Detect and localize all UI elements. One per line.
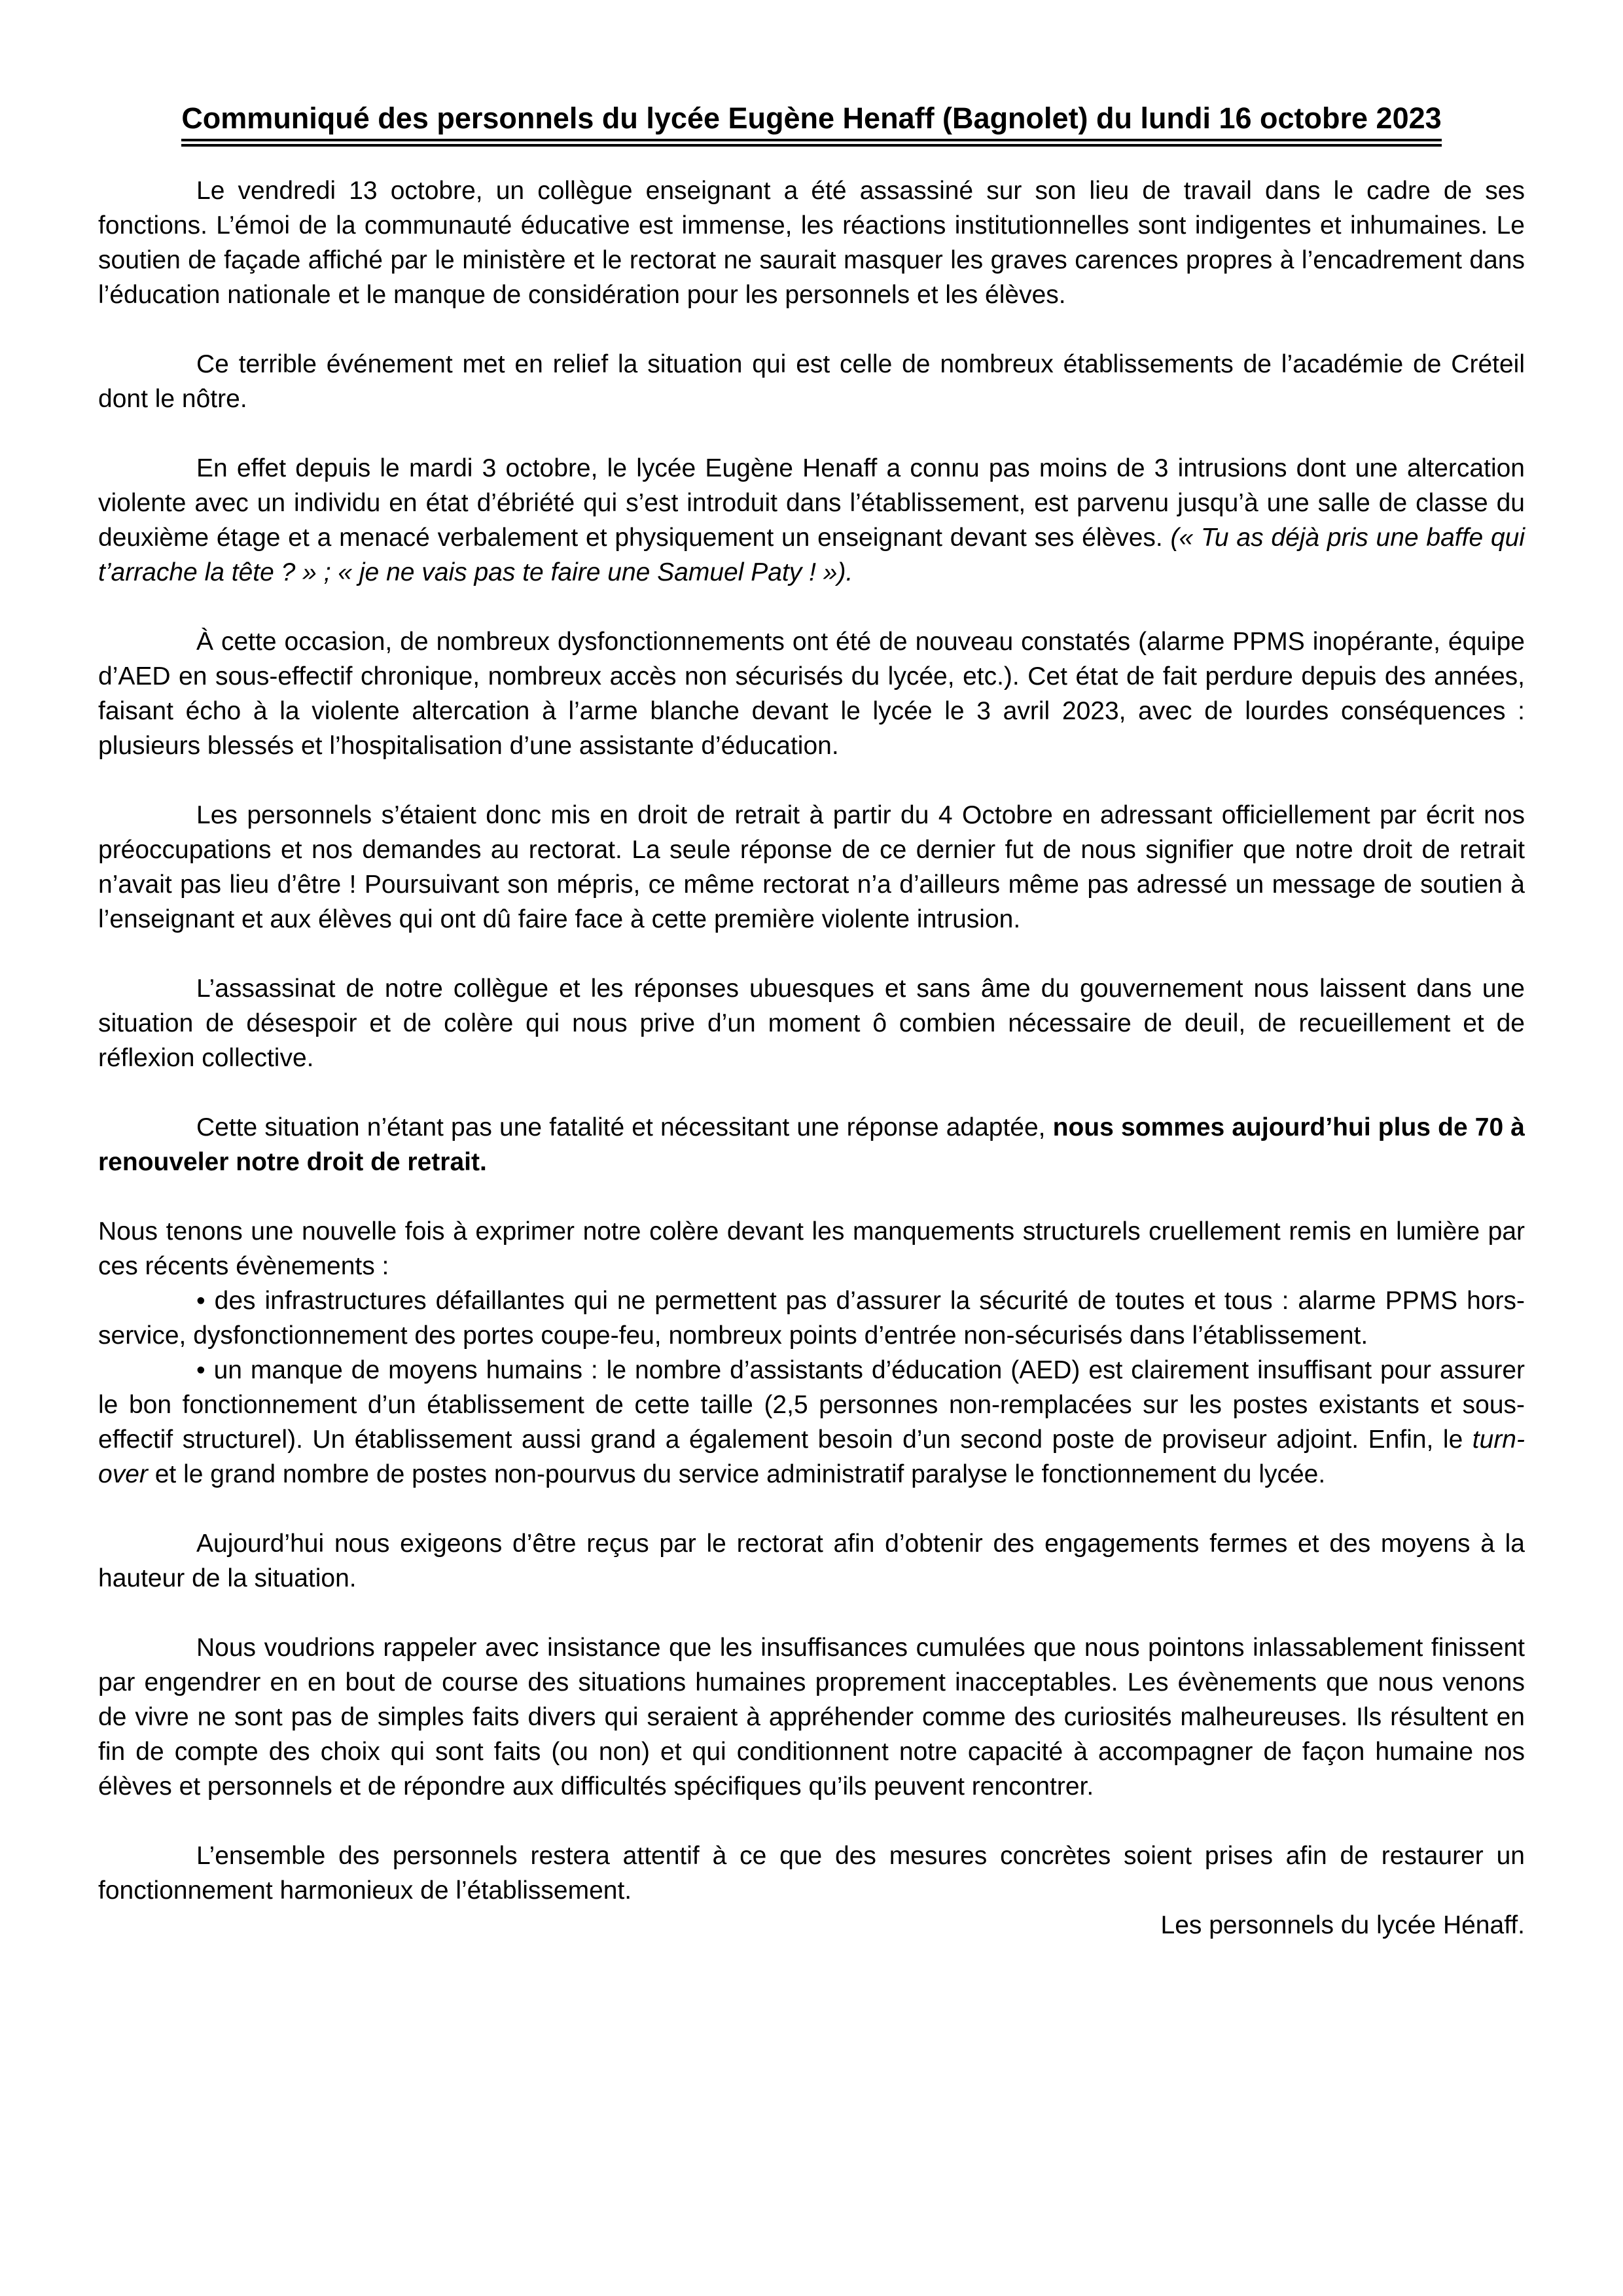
paragraph-exigences-text: Aujourd’hui nous exigeons d’être reçus par le rectorat afin d’obtenir des engagements fermes et des moyens à la hauteur de la situation. [98,1530,1525,1592]
document-title-text: Communiqué des personnels du lycée Eugène Henaff (Bagnolet) du lundi 16 octobre 2023 [181,101,1441,147]
paragraph-conclusion-text: L’ensemble des personnels restera attentif à ce que des mesures concrètes soient prises afin de restaurer un fonctionnement harmonieux de l’établissement. [98,1842,1525,1905]
paragraph-assassination [98,173,1525,312]
paragraph-dysfunctions-text: À cette occasion, de nombreux dysfonctionnements ont été de nouveau constatés (alarme PPMS inopérante, équipe d’AED en sous-effectif chronique, nombreux accès non sécurisés du lycée, etc.). Cet état de fait perdure depuis des années, faisant écho à la violente altercation à l’arme blanche devant le lycée le 3 avril 2023, avec de lourdes conséquences : plusieurs blessés et l’hospitalisation d’une assistante d’éducation. [98,628,1525,760]
paragraph-renouvellement [98,1110,1525,1179]
paragraph-intrusions-quote-italic: (« Tu as déjà pris une baffe qui t’arrache la tête ? » ; « je ne vais pas te faire une Samuel Paty ! »). [98,524,1525,586]
paragraph-conclusion [98,1839,1525,1908]
signature [98,1908,1525,1943]
paragraph-renouvellement-text: Cette situation n’étant pas une fatalité et nécessitant une réponse adaptée, [196,1113,1053,1141]
bullet-moyens-humains-text-end: et le grand nombre de postes non-pourvus du service administratif paralyse le fonctionnement du lycée. [147,1460,1326,1488]
paragraph-intrusions [98,451,1525,590]
paragraph-desespoir [98,971,1525,1075]
paragraph-exigences [98,1526,1525,1596]
bullet-moyens-humains-text: • un manque de moyens humains : le nombre d’assistants d’éducation (AED) est clairement insuffisant pour assurer le bon fonctionnement d’un établissement de cette taille (2,5 personnes non-remplacées sur les postes existants et sous-effectif structurel). Un établissement aussi grand a également besoin d’un second poste de proviseur adjoint. Enfin, le [98,1356,1525,1454]
bullet-moyens-humains [98,1353,1525,1492]
signature-text: Les personnels du lycée Hénaff. [1160,1911,1525,1939]
paragraph-desespoir-text: L’assassinat de notre collègue et les réponses ubuesques et sans âme du gouvernement nous laissent dans une situation de désespoir et de colère qui nous prive d’un moment ô combien nécessaire de deuil, de recueillement et de réflexion collective. [98,975,1525,1072]
paragraph-intrusions-text: En effet depuis le mardi 3 octobre, le lycée Eugène Henaff a connu pas moins de 3 intrusions dont une altercation violente avec un individu en état d’ébriété qui s’est introduit dans l’établissement, est parvenu jusqu’à une salle de classe du deuxième étage et a menacé verbalement et physiquement un enseignant devant ses élèves. [98,454,1525,552]
paragraph-terrible-event-text: Ce terrible événement met en relief la situation qui est celle de nombreux établissements de l’académie de Créteil dont le nôtre. [98,350,1525,413]
paragraph-dysfunctions [98,624,1525,763]
paragraph-colere-intro-text: Nous tenons une nouvelle fois à exprimer notre colère devant les manquements structurels cruellement remis en lumière par ces récents évènements : [98,1217,1525,1280]
paragraph-droit-de-retrait [98,798,1525,937]
paragraph-insuffisances-text: Nous voudrions rappeler avec insistance que les insuffisances cumulées que nous pointons inlassablement finissent par engendrer en en bout de course des situations humaines proprement inacceptables. Les évènements que nous venons de vivre ne sont pas de simples faits divers qui seraient à appréhender comme des curiosités malheureuses. Ils résultent en fin de compte des choix qui sont faits (ou non) et qui conditionnent notre capacité à accompagner de façon humaine nos élèves et personnels et de répondre aux difficultés spécifiques qu’ils peuvent rencontrer. [98,1634,1525,1801]
bullet-infrastructures-text: • des infrastructures défaillantes qui ne permettent pas d’assurer la sécurité de toutes et tous : alarme PPMS hors-service, dysfonctionnement des portes coupe-feu, nombreux points d’entrée non-sécurisés dans l’établissement. [98,1287,1525,1350]
paragraph-terrible-event [98,347,1525,416]
paragraph-droit-de-retrait-text: Les personnels s’étaient donc mis en droit de retrait à partir du 4 Octobre en adressant officiellement par écrit nos préoccupations et nos demandes au rectorat. La seule réponse de ce dernier fut de nous signifier que notre droit de retrait n’avait pas lieu d’être ! Poursuivant son mépris, ce même rectorat n’a d’ailleurs même pas adressé un message de soutien à l’enseignant et aux élèves qui ont dû faire face à cette première violente intrusion. [98,801,1525,933]
bullet-infrastructures [98,1283,1525,1353]
paragraph-insuffisances [98,1630,1525,1804]
paragraph-assassination-text: Le vendredi 13 octobre, un collègue enseignant a été assassiné sur son lieu de travail dans le cadre de ses fonctions. L’émoi de la communauté éducative est immense, les réactions institutionnelles sont indigentes et inhumaines. Le soutien de façade affiché par le ministère et le rectorat ne saurait masquer les graves carences propres à l’encadrement dans l’éducation nationale et le manque de considération pour les personnels et les élèves. [98,177,1525,309]
document-title [98,99,1525,137]
paragraph-renouvellement-bold: nous sommes aujourd’hui plus de 70 à renouveler notre droit de retrait. [98,1113,1525,1176]
bullet-moyens-humains-turnover-italic: turn-over [98,1426,1525,1488]
paragraph-colere-intro [98,1214,1525,1283]
